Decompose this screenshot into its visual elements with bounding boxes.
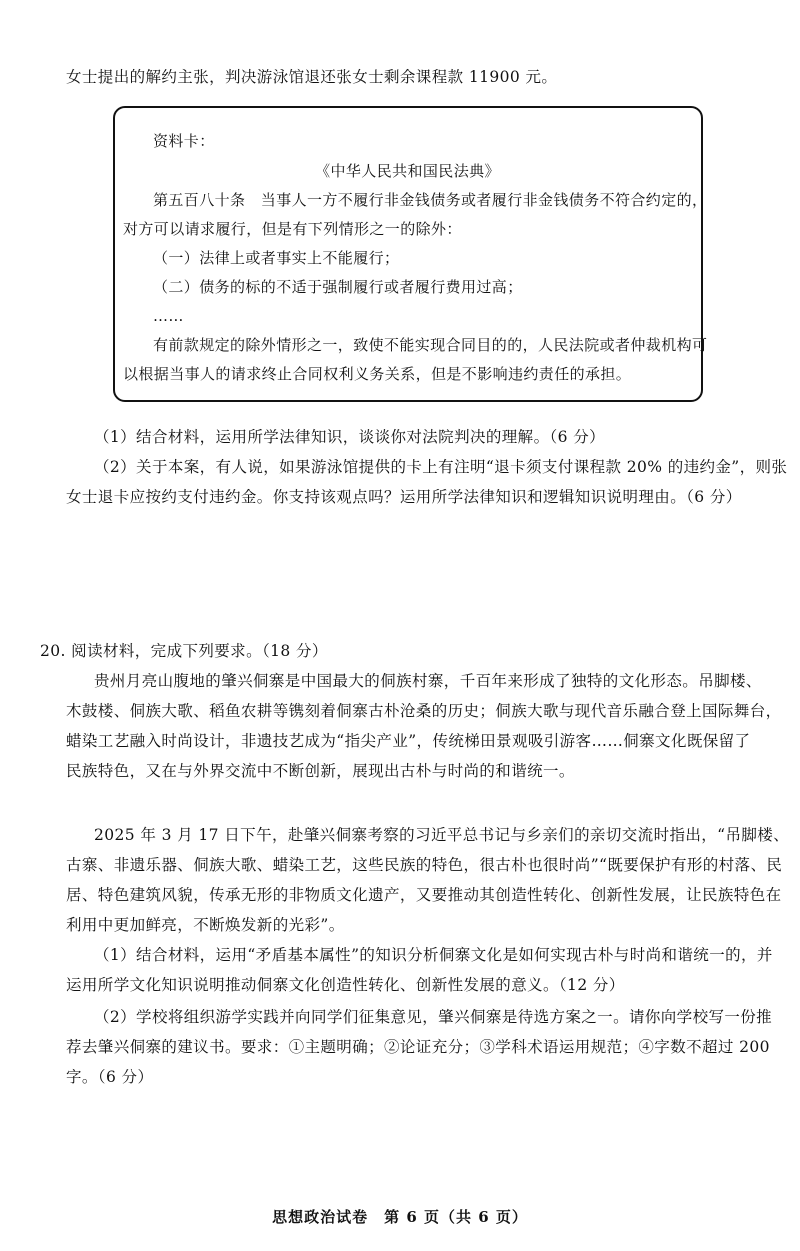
question-20-2: 字。（6 分）: [66, 1068, 154, 1086]
question-19-2: 女士退卡应按约支付违约金。你支持该观点吗？运用所学法律知识和逻辑知识说明理由。（6 分）: [66, 488, 742, 506]
material-paragraph: 利用中更加鲜亮，不断焕发新的光彩”。: [66, 916, 345, 934]
card-line: 对方可以请求履行，但是有下列情形之一的除外：: [123, 220, 462, 238]
question-20-2: （2）学校将组织游学实践并向同学们征集意见，肇兴侗寨是待选方案之一。请你向学校写一份推: [94, 1008, 773, 1026]
continuation-text: 女士提出的解约主张，判决游泳馆退还张女士剩余课程款 11900 元。: [66, 68, 558, 86]
page-footer: 思想政治试卷 第 6 页（共 6 页）: [272, 1208, 528, 1226]
card-line: （一）法律上或者事实上不能履行；: [153, 249, 400, 267]
card-line: （二）债务的标的不适于强制履行或者履行费用过高；: [153, 278, 523, 296]
card-line: 有前款规定的除外情形之一，致使不能实现合同目的的，人民法院或者仲裁机构可: [153, 336, 708, 354]
question-20-1: 运用所学文化知识说明推动侗寨文化创造性转化、创新性发展的意义。（12 分）: [66, 976, 625, 994]
question-20-1: （1）结合材料，运用“矛盾基本属性”的知识分析侗寨文化是如何实现古朴与时尚和谐统一的，并: [94, 946, 773, 964]
material-paragraph: 蜡染工艺融入时尚设计，非遗技艺成为“指尖产业”，传统梯田景观吸引游客……侗寨文化既保留了: [66, 732, 751, 750]
material-paragraph: 贵州月亮山腹地的肇兴侗寨是中国最大的侗族村寨，千百年来形成了独特的文化形态。吊脚楼、: [94, 672, 762, 690]
card-line: 第五百八十条 当事人一方不履行非金钱债务或者履行非金钱债务不符合约定的，: [153, 191, 708, 209]
question-19-1: （1）结合材料，运用所学法律知识，谈谈你对法院判决的理解。（6 分）: [94, 428, 606, 446]
question-19-2: （2）关于本案，有人说，如果游泳馆提供的卡上有注明“退卡须支付课程款 20% 的违约金”，则张: [94, 458, 788, 476]
material-paragraph: 居、特色建筑风貌，传承无形的非物质文化遗产，又要推动其创造性转化、创新性发展，让民族特色在: [66, 886, 782, 904]
material-paragraph: 2025 年 3 月 17 日下午，赴肇兴侗寨考察的习近平总书记与乡亲们的亲切交流时指出，“吊脚楼、: [94, 826, 790, 844]
card-line: ……: [153, 307, 184, 325]
material-paragraph: 古寨、非遗乐器、侗族大歌、蜡染工艺，这些民族的特色，很古朴也很时尚”“既要保护有形的村落、民: [66, 856, 783, 874]
card-label: 资料卡：: [153, 132, 215, 150]
law-title: 《中华人民共和国民法典》: [315, 162, 500, 180]
material-paragraph: 民族特色，又在与外界交流中不断创新，展现出古朴与时尚的和谐统一。: [66, 762, 575, 780]
question-20-heading: 20. 阅读材料，完成下列要求。（18 分）: [40, 642, 328, 660]
question-20-2: 荐去肇兴侗寨的建议书。要求：①主题明确；②论证充分；③学科术语运用规范；④字数不超过 200: [66, 1038, 770, 1056]
info-card: [113, 106, 708, 402]
material-paragraph: 木鼓楼、侗族大歌、稻鱼农耕等镌刻着侗寨古朴沧桑的历史；侗族大歌与现代音乐融合登上国际舞台，: [66, 702, 782, 720]
card-line: 以根据当事人的请求终止合同权利义务关系，但是不影响违约责任的承担。: [123, 365, 632, 383]
